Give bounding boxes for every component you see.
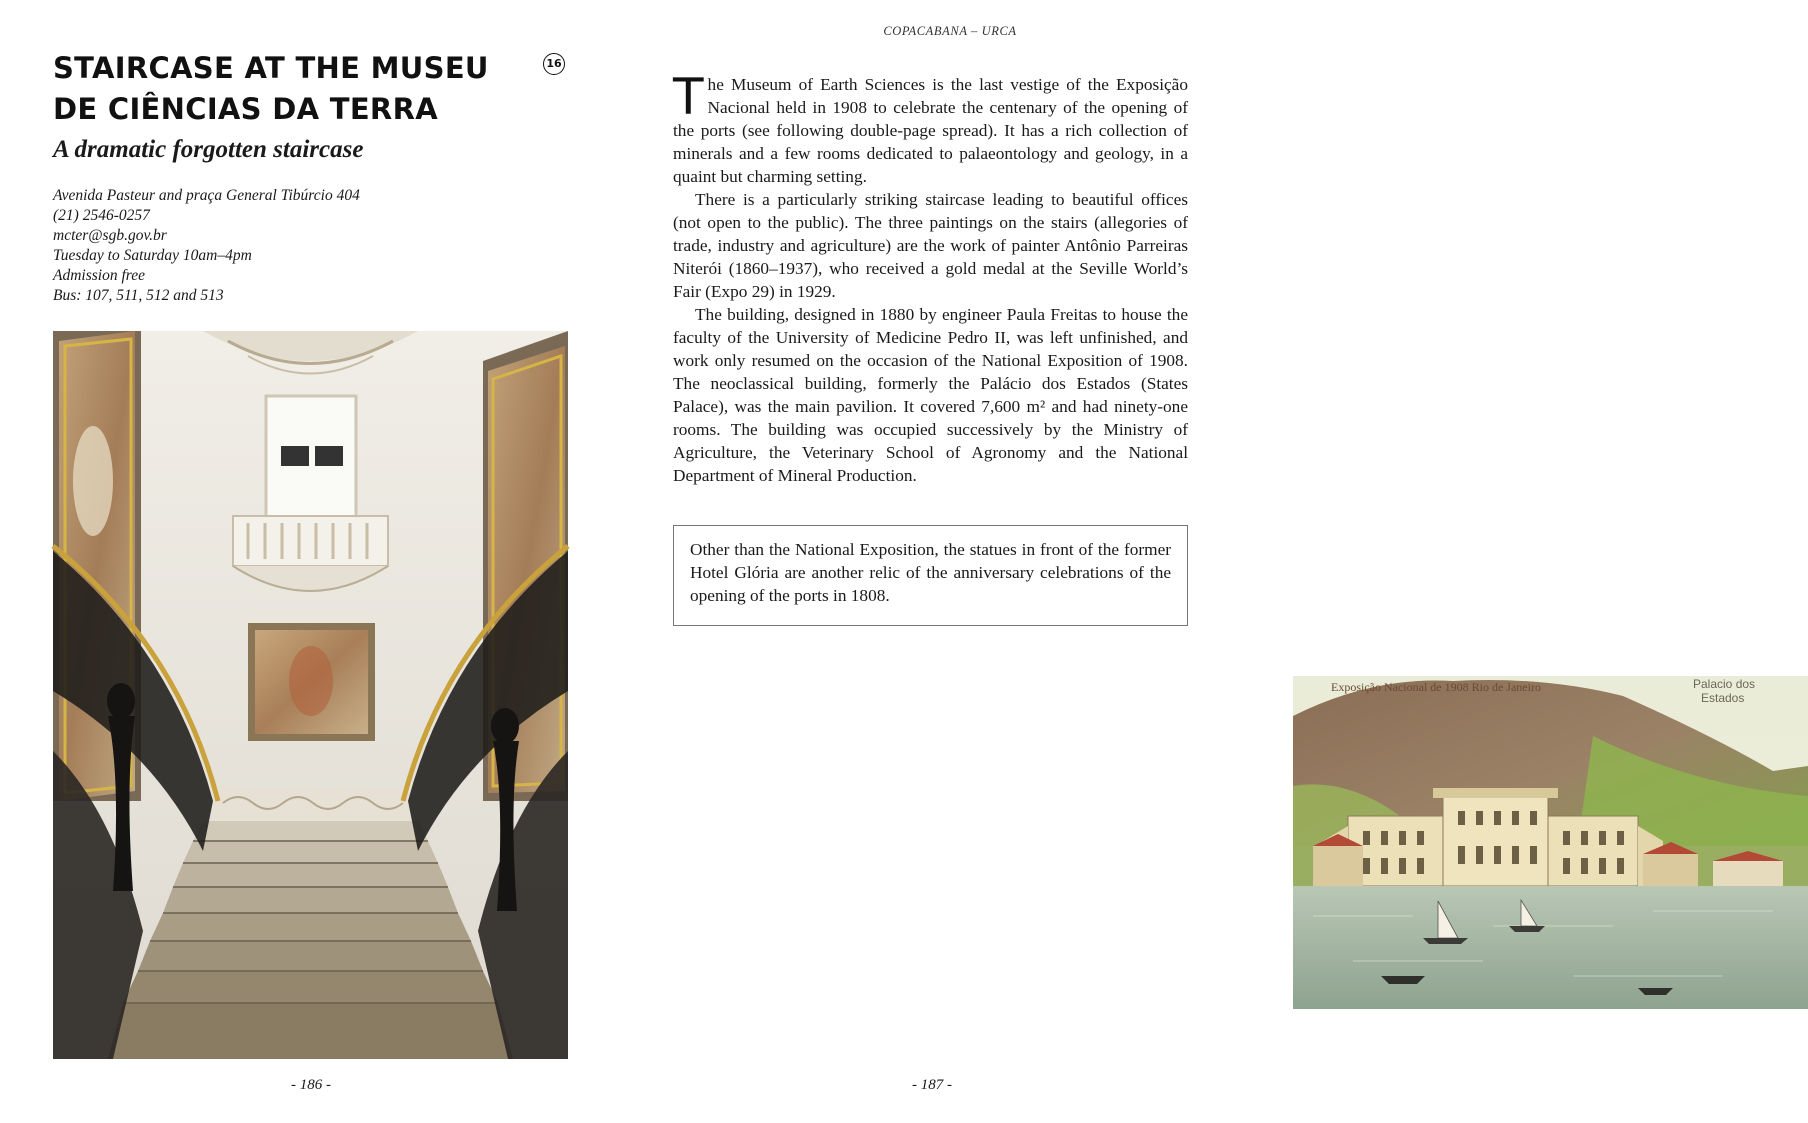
postcard-caption-left: Exposição Nacional de 1908 Rio de Janeiro: [1331, 680, 1541, 694]
page-number-left: - 186 -: [291, 1077, 331, 1093]
running-head: COPACABANA – URCA: [883, 24, 1017, 38]
info-phone: (21) 2546-0257: [53, 207, 150, 224]
postcard-caption-right-1: Palacio dos: [1693, 677, 1756, 691]
page-number-right: - 187 -: [912, 1077, 952, 1093]
entry-number-badge: 16: [543, 53, 565, 75]
info-address: Avenida Pasteur and praça General Tibúrcio 404: [53, 187, 360, 204]
page-title: [53, 48, 523, 130]
left-page: [0, 0, 620, 1123]
paragraph-2: There is a particularly striking staircase leading to beautiful offices (not open to the public). The three paintings on the stairs (allegories of trade, industry and agriculture) are the work of painter Antônio Parreiras Niterói (1860–1937), who received a gold medal at the Seville World’s Fair (Expo 29) in 1929.: [673, 190, 1188, 301]
title-line-1: STAIRCASE AT THE MUSEU: [53, 51, 489, 85]
staircase-photo: [53, 331, 568, 1059]
visitor-info: [53, 186, 360, 306]
info-hours: Tuesday to Saturday 10am–4pm: [53, 247, 252, 264]
right-page: [620, 0, 1756, 1123]
drop-cap: T: [673, 68, 704, 126]
paragraph-1-text: he Museum of Earth Sciences is the last vestige of the Exposição Nacional held in 1908 to celebrate the centenary of the opening of the ports (see following double-page spread). It has a rich collection of minerals and a few rooms dedicated to palaeontology and geology, in a quaint but charming setting.: [673, 75, 1188, 186]
postcard-image: [1293, 676, 1808, 1009]
info-bus: Bus: 107, 511, 512 and 513: [53, 287, 224, 304]
paragraph-1: [673, 68, 1188, 188]
body-text: [673, 68, 1188, 487]
info-admission: Admission free: [53, 267, 145, 284]
subtitle: A dramatic forgotten staircase: [53, 136, 364, 163]
title-line-2: DE CIÊNCIAS DA TERRA: [53, 92, 438, 126]
aside-box: Other than the National Exposition, the statues in front of the former Hotel Glória are another relic of the anniversary celebrations of the opening of the ports in 1808.: [673, 525, 1188, 626]
paragraph-3: The building, designed in 1880 by engineer Paula Freitas to house the faculty of the University of Medicine Pedro II, was left unfinished, and work only resumed on the occasion of the National Exposition of 1908. The neoclassical building, formerly the Palácio dos Estados (States Palace), was the main pavilion. It covered 7,600 m² and had ninety-one rooms. The building was occupied successively by the Ministry of Agriculture, the Veterinary School of Agronomy and the National Department of Mineral Production.: [673, 305, 1188, 485]
postcard-caption-right-2: Estados: [1701, 691, 1745, 705]
postcard-illustration: [1293, 676, 1808, 1009]
staircase-illustration: [53, 331, 568, 1059]
info-email: mcter@sgb.gov.br: [53, 227, 167, 244]
